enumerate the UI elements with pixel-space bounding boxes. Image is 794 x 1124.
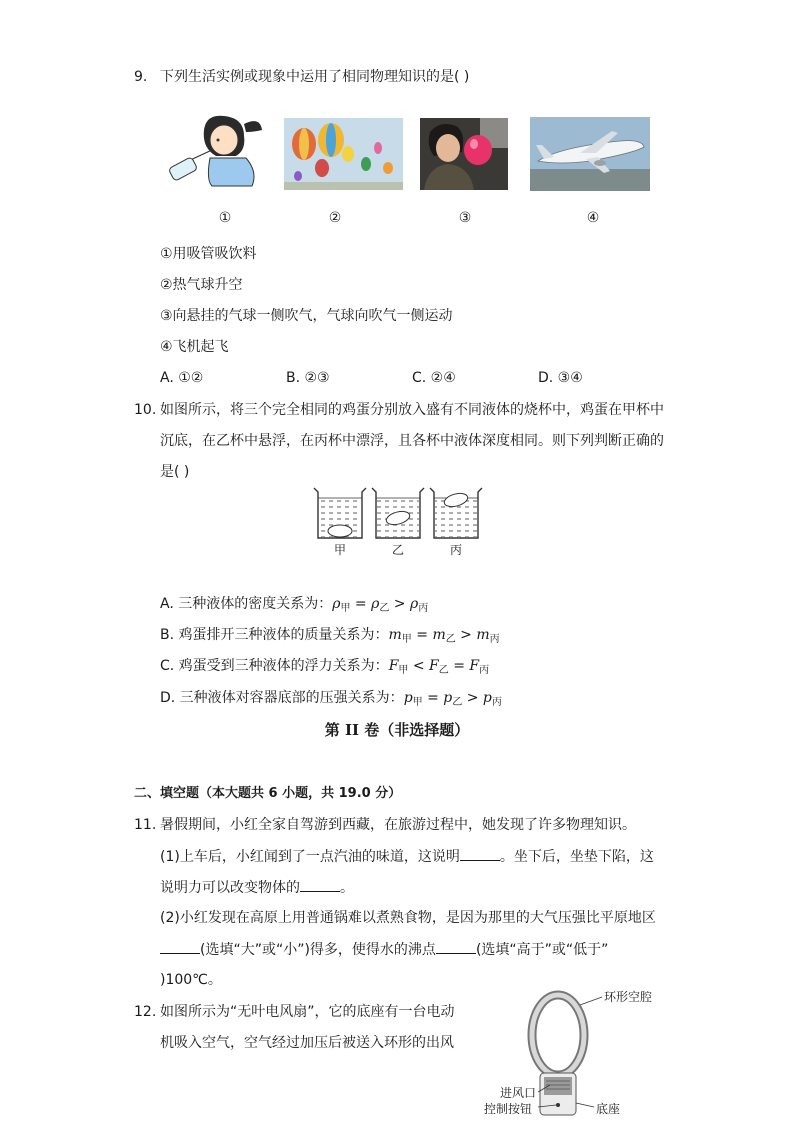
- q9-option-d[interactable]: D. ③④: [538, 370, 583, 386]
- q10-d-sub3: 丙: [491, 697, 502, 708]
- q11-line1: [160, 846, 654, 867]
- q9-image-straw: [166, 110, 266, 188]
- q10-a-var3: ρ: [409, 596, 419, 612]
- q10-d-op2: >: [462, 690, 483, 706]
- q10-option-d[interactable]: [160, 688, 502, 713]
- q9-item-1: ①用吸管吸饮料: [160, 246, 257, 262]
- q9-caption-1: ①: [218, 210, 232, 226]
- q12-number: 12.: [134, 1004, 157, 1020]
- q11-blank-4[interactable]: [436, 939, 476, 954]
- beaker-label-jia: 甲: [333, 543, 346, 557]
- q11-stem: 暑假期间，小红全家自驾游到西藏，在旅游过程中，她发现了许多物理知识。: [160, 817, 636, 833]
- q10-d-sub1: 甲: [412, 697, 423, 708]
- q11-blank-2[interactable]: [300, 877, 340, 892]
- q10-a-var1: ρ: [332, 596, 341, 612]
- q10-option-d-label: D. 三种液体对容器底部的压强关系为：: [160, 690, 404, 706]
- q9-number: 9.: [134, 69, 148, 85]
- q11-line4-b: (选填“高于”或“低于”: [475, 942, 609, 958]
- q10-b-sub1: 甲: [401, 634, 412, 645]
- q10-a-sub1: 甲: [340, 603, 351, 614]
- q10-b-op1: =: [411, 627, 433, 643]
- egg-jia: [328, 525, 352, 537]
- part-2-header: 二、填空题（本大题共 6 小题，共 19.0 分）: [134, 786, 402, 801]
- q12-fan-figure: [480, 985, 680, 1120]
- q9-image-balloon-blow: [420, 118, 508, 190]
- q11-blank-1[interactable]: [460, 846, 500, 861]
- q9-option-a[interactable]: A. ①②: [160, 370, 204, 386]
- q12-line1: 如图所示为“无叶电风扇”，它的底座有一台电动: [160, 1004, 455, 1020]
- q10-a-op1: =: [350, 596, 372, 612]
- q10-d-var2: p: [443, 690, 453, 706]
- q11-line4: [160, 939, 608, 960]
- q9-caption-2: ②: [328, 210, 342, 226]
- section-2-title: 第 II 卷（非选择题）: [324, 721, 470, 739]
- q10-a-var2: ρ: [371, 596, 380, 612]
- q9-stem: 下列生活实例或现象中运用了相同物理知识的是( ): [160, 69, 470, 85]
- q10-b-var3: m: [476, 627, 490, 643]
- q10-c-var3: F: [469, 658, 480, 674]
- fan-label-inlet: 进风口: [500, 1086, 537, 1100]
- q10-option-b[interactable]: [160, 625, 500, 650]
- q10-b-var2: m: [432, 627, 446, 643]
- q10-stem-line1: 如图所示，将三个完全相同的鸡蛋分别放入盛有不同液体的烧杯中，鸡蛋在甲杯中: [160, 402, 664, 418]
- q10-option-b-label: B. 鸡蛋排开三种液体的质量关系为：: [160, 627, 389, 643]
- q10-option-a-label: A. 三种液体的密度关系为：: [160, 596, 333, 612]
- q10-c-var2: F: [429, 658, 439, 674]
- q10-stem-line2: 沉底，在乙杯中悬浮，在丙杯中漂浮，且各杯中液体深度相同。则下列判断正确的: [160, 433, 664, 449]
- q11-line5: )100℃。: [160, 972, 222, 988]
- q11-line2-b: 。: [340, 880, 354, 896]
- beaker-label-bing: 丙: [449, 543, 462, 557]
- q12-line2: 机吸入空气，空气经过加压后被送入环形的出风: [160, 1035, 454, 1051]
- q10-b-sub2: 乙: [445, 634, 456, 645]
- q10-c-sub2: 乙: [438, 665, 449, 676]
- girl-straw-icon: [166, 110, 266, 188]
- q10-number: 10.: [134, 402, 157, 418]
- hot-air-balloons-icon: [284, 118, 403, 190]
- q10-stem-line3: 是( ): [160, 464, 190, 480]
- q10-option-c-label: C. 鸡蛋受到三种液体的浮力关系为：: [160, 658, 389, 674]
- q10-b-sub3: 丙: [489, 634, 500, 645]
- q10-a-op2: >: [389, 596, 410, 612]
- q10-d-op1: =: [422, 690, 444, 706]
- q11-blank-3[interactable]: [160, 939, 200, 954]
- q11-line1-b: 。坐下后，坐垫下陷，这: [499, 849, 654, 865]
- q9-image-balloons: [284, 118, 403, 190]
- beaker-label-yi: 乙: [391, 543, 404, 557]
- q11-line2: [160, 877, 354, 898]
- person-balloon-icon: [420, 118, 508, 190]
- fan-label-ring: 环形空腔: [604, 990, 653, 1004]
- q10-c-var1: F: [388, 658, 399, 674]
- airplane-icon: [530, 117, 650, 191]
- q9-option-b[interactable]: B. ②③: [286, 370, 330, 386]
- q10-c-op2: =: [448, 658, 470, 674]
- q9-item-2: ②热气球升空: [160, 277, 243, 293]
- q10-a-sub2: 乙: [379, 603, 390, 614]
- q9-item-4: ④飞机起飞: [160, 339, 229, 355]
- beakers-diagram: [312, 486, 484, 542]
- q11-line1-a: (1)上车后，小红闻到了一点汽油的味道，这说明: [160, 849, 460, 865]
- q9-caption-4: ④: [586, 210, 600, 226]
- q10-a-sub3: 丙: [418, 603, 429, 614]
- q10-option-a[interactable]: [160, 594, 428, 619]
- q10-b-var1: m: [388, 627, 402, 643]
- q10-option-c[interactable]: [160, 656, 489, 681]
- q11-number: 11.: [134, 817, 157, 833]
- fan-label-base: 底座: [596, 1102, 621, 1116]
- q10-c-sub1: 甲: [398, 665, 409, 676]
- q9-item-3: ③向悬挂的气球一侧吹气，气球向吹气一侧运动: [160, 308, 453, 324]
- q11-line3: (2)小红发现在高原上用普通锅难以煮熟食物，是因为那里的大气压强比平原地区: [160, 910, 656, 926]
- q9-image-airplane: [530, 117, 650, 191]
- q9-option-c[interactable]: C. ②④: [412, 370, 456, 386]
- fan-label-button: 控制按钮: [484, 1102, 533, 1116]
- q10-d-var3: p: [482, 690, 492, 706]
- q10-d-sub2: 乙: [452, 697, 463, 708]
- q11-line4-a: (选填“大”或“小”)得多，使得水的沸点: [200, 942, 436, 958]
- q10-d-var1: p: [403, 690, 413, 706]
- q11-line2-a: 说明力可以改变物体的: [160, 880, 300, 896]
- q10-c-op1: <: [408, 658, 430, 674]
- q10-beakers-figure: [312, 486, 484, 560]
- q9-caption-3: ③: [458, 210, 472, 226]
- q10-c-sub3: 丙: [479, 665, 490, 676]
- q10-b-op2: >: [455, 627, 477, 643]
